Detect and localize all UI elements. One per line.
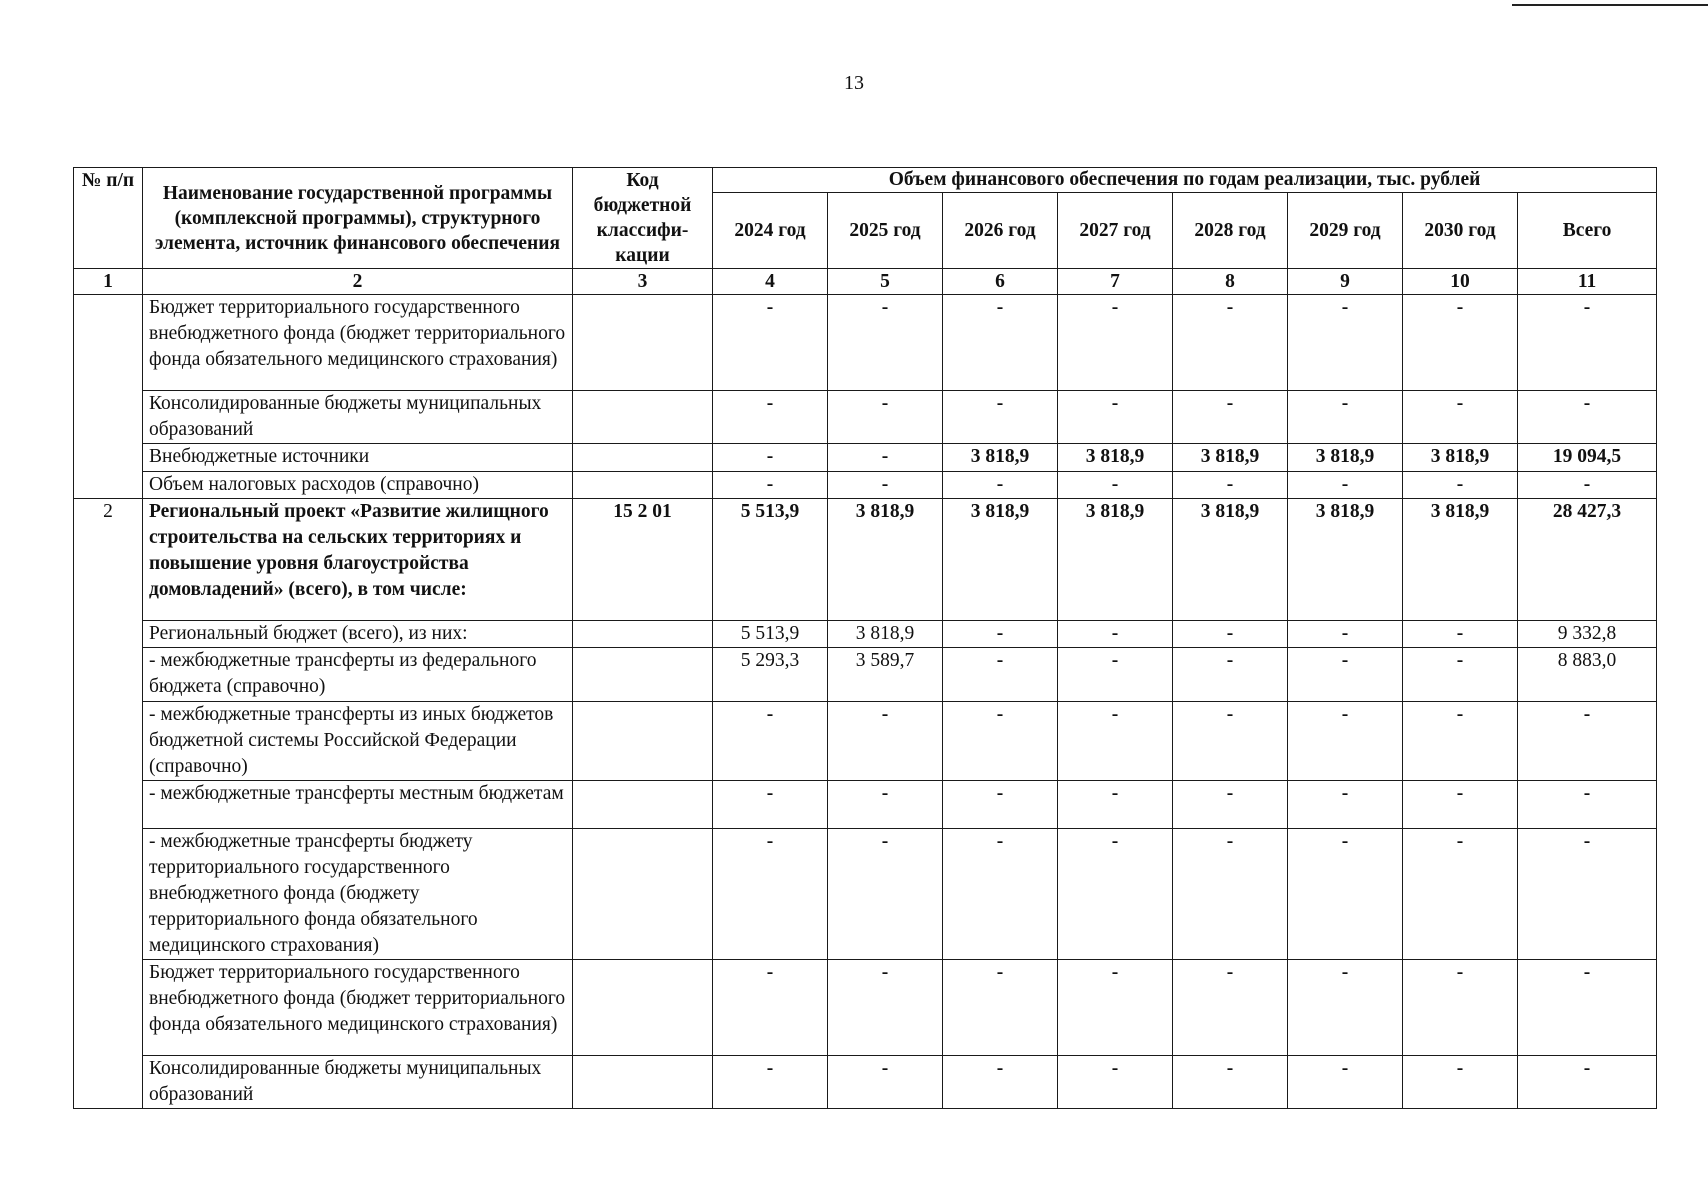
row-value: - <box>713 391 828 444</box>
row-value: - <box>1058 621 1173 648</box>
table-row <box>74 621 1657 648</box>
index-cell: 6 <box>943 269 1058 295</box>
row-value: 3 818,9 <box>1403 444 1518 472</box>
row-value: - <box>943 960 1058 1056</box>
row-value: - <box>1288 648 1403 702</box>
row-name: - межбюджетные трансферты бюджету территориального государственного внебюджетного фонда (бюджету территориального фонда обязательного медицинского страхования) <box>143 829 573 960</box>
row-value: - <box>828 391 943 444</box>
table-row <box>74 702 1657 781</box>
row-value: - <box>1403 1056 1518 1109</box>
row-value: - <box>713 1056 828 1109</box>
row-value: - <box>1173 1056 1288 1109</box>
row-total: 19 094,5 <box>1518 444 1657 472</box>
table-row <box>74 295 1657 391</box>
row-value: - <box>1403 391 1518 444</box>
row-value: - <box>943 702 1058 781</box>
row-name: Консолидированные бюджеты муниципальных образований <box>143 1056 573 1109</box>
row-value: - <box>1288 295 1403 391</box>
row-code <box>573 960 713 1056</box>
header-year: 2025 год <box>828 193 943 269</box>
row-value: - <box>1173 781 1288 829</box>
row-value: - <box>1058 1056 1173 1109</box>
row-value: - <box>1288 391 1403 444</box>
page-number: 13 <box>844 72 864 94</box>
row-value: - <box>943 829 1058 960</box>
row-value: - <box>713 781 828 829</box>
header-year: 2024 год <box>713 193 828 269</box>
index-cell: 8 <box>1173 269 1288 295</box>
row-total: - <box>1518 781 1657 829</box>
row-value: - <box>1058 960 1173 1056</box>
row-value: - <box>1058 829 1173 960</box>
header-number: № п/п <box>74 168 143 269</box>
table-row <box>74 391 1657 444</box>
row-total: - <box>1518 702 1657 781</box>
row-code <box>573 444 713 472</box>
index-cell: 2 <box>143 269 573 295</box>
top-rule <box>1512 4 1708 6</box>
row-value: - <box>1403 472 1518 499</box>
row-value: - <box>1403 648 1518 702</box>
header-year: 2027 год <box>1058 193 1173 269</box>
row-value: - <box>943 648 1058 702</box>
row-value: - <box>1173 621 1288 648</box>
row-value: - <box>713 295 828 391</box>
header-year: 2030 год <box>1403 193 1518 269</box>
row-name: Региональный бюджет (всего), из них: <box>143 621 573 648</box>
row-value: - <box>943 472 1058 499</box>
row-code: 15 2 01 <box>573 499 713 621</box>
row-code <box>573 1056 713 1109</box>
header-volume: Объем финансового обеспечения по годам реализации, тыс. рублей <box>713 168 1657 193</box>
row-value: - <box>713 444 828 472</box>
row-value: - <box>1173 829 1288 960</box>
row-total: - <box>1518 960 1657 1056</box>
row-total: 28 427,3 <box>1518 499 1657 621</box>
row-value: - <box>1288 621 1403 648</box>
table-header <box>74 168 1657 295</box>
table-body <box>74 295 1657 1109</box>
row-value: - <box>1058 295 1173 391</box>
index-cell: 3 <box>573 269 713 295</box>
row-value: - <box>1173 472 1288 499</box>
row-name: Консолидированные бюджеты муниципальных образований <box>143 391 573 444</box>
row-value: 5 513,9 <box>713 621 828 648</box>
row-total: - <box>1518 472 1657 499</box>
header-year: 2026 год <box>943 193 1058 269</box>
table-row <box>74 472 1657 499</box>
row-value: - <box>828 960 943 1056</box>
index-cell: 5 <box>828 269 943 295</box>
row-code <box>573 829 713 960</box>
row-code <box>573 702 713 781</box>
index-cell: 9 <box>1288 269 1403 295</box>
row-name: Региональный проект «Развитие жилищного строительства на сельских территориях и повышение уровня благоустройства домовладений» (всего), в том числе: <box>143 499 573 621</box>
row-value: - <box>1403 829 1518 960</box>
row-code <box>573 621 713 648</box>
table-row <box>74 781 1657 829</box>
row-value: - <box>1058 648 1173 702</box>
row-value: - <box>828 472 943 499</box>
row-name: Бюджет территориального государственного внебюджетного фонда (бюджет территориального фонда обязательного медицинского страхования) <box>143 960 573 1056</box>
row-value: - <box>713 829 828 960</box>
row-value: - <box>713 960 828 1056</box>
header-code: Код бюджетной классифи-кации <box>573 168 713 269</box>
row-value: - <box>943 391 1058 444</box>
row-total: - <box>1518 391 1657 444</box>
row-value: 3 818,9 <box>828 621 943 648</box>
row-value: - <box>943 781 1058 829</box>
row-total: 8 883,0 <box>1518 648 1657 702</box>
financing-table <box>73 167 1657 1109</box>
row-value: - <box>943 1056 1058 1109</box>
row-value: - <box>828 295 943 391</box>
header-name: Наименование государственной программы (комплексной программы), структурного элемента, источник финансового обеспечения <box>143 168 573 269</box>
row-value: 3 818,9 <box>1288 499 1403 621</box>
table-row <box>74 648 1657 702</box>
row-value: - <box>1173 648 1288 702</box>
row-value: 3 818,9 <box>1288 444 1403 472</box>
row-total: - <box>1518 1056 1657 1109</box>
row-code <box>573 648 713 702</box>
row-value: - <box>1403 960 1518 1056</box>
row-value: - <box>713 702 828 781</box>
row-total: - <box>1518 295 1657 391</box>
row-value: - <box>1403 702 1518 781</box>
row-value: 3 818,9 <box>1173 499 1288 621</box>
row-value: - <box>1173 391 1288 444</box>
row-value: - <box>1403 781 1518 829</box>
table-row <box>74 1056 1657 1109</box>
index-cell: 4 <box>713 269 828 295</box>
row-value: 3 589,7 <box>828 648 943 702</box>
row-value: - <box>1173 702 1288 781</box>
header-year: 2029 год <box>1288 193 1403 269</box>
row-code <box>573 472 713 499</box>
row-value: - <box>1173 960 1288 1056</box>
row-value: - <box>828 702 943 781</box>
row-value: 5 293,3 <box>713 648 828 702</box>
index-row <box>74 269 1657 295</box>
row-value: 3 818,9 <box>943 499 1058 621</box>
row-value: - <box>828 1056 943 1109</box>
row-value: 3 818,9 <box>1058 499 1173 621</box>
row-code <box>573 391 713 444</box>
row-value: 3 818,9 <box>943 444 1058 472</box>
index-cell: 10 <box>1403 269 1518 295</box>
index-cell: 1 <box>74 269 143 295</box>
row-value: - <box>1288 1056 1403 1109</box>
row-name: - межбюджетные трансферты местным бюджетам <box>143 781 573 829</box>
row-number: 2 <box>74 499 143 1109</box>
row-value: - <box>1403 621 1518 648</box>
row-value: - <box>828 444 943 472</box>
row-value: - <box>1058 472 1173 499</box>
row-value: 3 818,9 <box>1173 444 1288 472</box>
row-code <box>573 295 713 391</box>
row-value: 3 818,9 <box>1403 499 1518 621</box>
row-value: - <box>713 472 828 499</box>
row-value: - <box>1288 829 1403 960</box>
row-number <box>74 295 143 499</box>
row-value: - <box>828 829 943 960</box>
row-total: 9 332,8 <box>1518 621 1657 648</box>
row-total: - <box>1518 829 1657 960</box>
row-value: - <box>1288 781 1403 829</box>
row-name: Объем налоговых расходов (справочно) <box>143 472 573 499</box>
index-cell: 11 <box>1518 269 1657 295</box>
row-value: 5 513,9 <box>713 499 828 621</box>
row-value: - <box>943 295 1058 391</box>
row-value: - <box>1058 781 1173 829</box>
row-value: - <box>1058 391 1173 444</box>
row-value: - <box>1403 295 1518 391</box>
row-value: - <box>1288 702 1403 781</box>
row-name: - межбюджетные трансферты из федерального бюджета (справочно) <box>143 648 573 702</box>
row-value: - <box>1173 295 1288 391</box>
row-value: - <box>1288 472 1403 499</box>
row-name: - межбюджетные трансферты из иных бюджетов бюджетной системы Российской Федерации (справочно) <box>143 702 573 781</box>
row-value: - <box>1058 702 1173 781</box>
row-name: Бюджет территориального государственного внебюджетного фонда (бюджет территориального фонда обязательного медицинского страхования) <box>143 295 573 391</box>
table-row <box>74 499 1657 621</box>
row-value: 3 818,9 <box>828 499 943 621</box>
table-row <box>74 829 1657 960</box>
row-value: - <box>1288 960 1403 1056</box>
table-row <box>74 444 1657 472</box>
table-row <box>74 960 1657 1056</box>
row-name: Внебюджетные источники <box>143 444 573 472</box>
header-total: Всего <box>1518 193 1657 269</box>
row-value: 3 818,9 <box>1058 444 1173 472</box>
row-value: - <box>943 621 1058 648</box>
row-value: - <box>828 781 943 829</box>
header-year: 2028 год <box>1173 193 1288 269</box>
index-cell: 7 <box>1058 269 1173 295</box>
row-code <box>573 781 713 829</box>
